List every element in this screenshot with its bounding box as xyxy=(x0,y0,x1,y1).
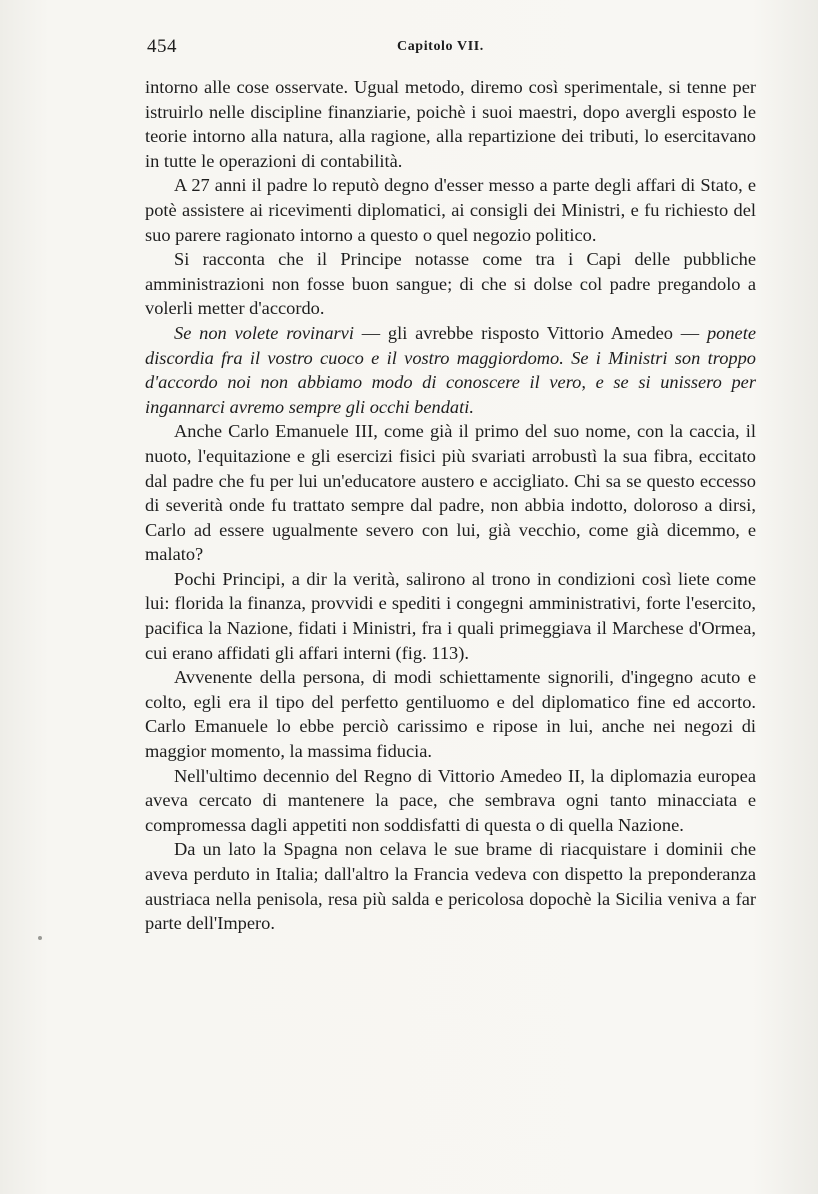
paragraph: Anche Carlo Emanuele III, come già il primo del suo nome, con la caccia, il nuoto, l'equitazione e gli esercizi fisici più svariati arrobustì la sua fibra, eccitato dal padre che fu per lui un'educatore austero e accigliato. Chi sa se questo eccesso di severità onde fu trattato sempre dal padre, non abbia indotto, doloroso a dirsi, Carlo ad essere ugualmente severo con lui, già vecchio, come già dicemmo, e malato? xyxy=(145,421,756,565)
paragraph: Avvenente della persona, di modi schiettamente signorili, d'ingegno acuto e colto, egli era il tipo del perfetto gentiluomo e del diplomatico fine ed accorto. Carlo Emanuele lo ebbe perciò carissimo e ripose in lui, anche nei negozi di maggior momento, la massima fiducia. xyxy=(145,667,756,762)
paragraph: Da un lato la Spagna non celava le sue brame di riacquistare i dominii che aveva perduto in Italia; dall'altro la Francia vedeva con dispetto la preponderanza austriaca nella penisola, resa più salda e pericolosa dopochè la Sicilia veniva a far parte dell'Impero. xyxy=(145,839,756,934)
quote-part-2: ponete discordia fra il vostro cuoco e il vostro maggiordomo. Se i Ministri son troppo d'accordo noi non abbiamo modo di conoscere il vero, e se si unissero per ingannarci avremo sempre gli occhi bendati. xyxy=(145,322,756,417)
running-header xyxy=(147,36,755,58)
quote-part-1: Se non volete rovinarvi xyxy=(174,322,354,343)
page-number: 454 xyxy=(147,36,177,57)
paragraph: Pochi Principi, a dir la verità, salirono al trono in condizioni così liete come lui: florida la finanza, provvidi e spediti i congegni amministrativi, forte l'esercito, pacifica la Nazione, fidati i Ministri, fra i quali primeggiava il Marchese d'Ormea, cui erano affidati gli affari interni (fig. 113). xyxy=(145,568,756,663)
margin-speck xyxy=(38,936,42,940)
paragraph: intorno alle cose osservate. Ugual metodo, diremo così sperimentale, si tenne per istruirlo nelle discipline finanziarie, poichè i suoi maestri, dopo avergli esposto le teorie intorno alla natura, alla ragione, alla repartizione dei tributi, lo esercitavano in tutte le operazioni di contabilità. xyxy=(145,77,756,171)
paragraph: A 27 anni il padre lo reputò degno d'esser messo a parte degli affari di Stato, e potè assistere ai ricevimenti diplomatici, ai consigli dei Ministri, e fu richiesto del suo parere ragionato intorno a questo o quel negozio politico. xyxy=(145,175,756,245)
paragraph: Nell'ultimo decennio del Regno di Vittorio Amedeo II, la diplomazia europea aveva cercato di mantenere la pace, che sembrava ogni tanto minacciata e compromessa dagli appetiti non soddisfatti di questa o di quella Nazione. xyxy=(145,765,756,835)
quote-interjection: — gli avrebbe risposto Vittorio Amedeo — xyxy=(353,322,707,343)
body-text xyxy=(145,75,756,936)
quote-paragraph xyxy=(145,321,756,419)
chapter-title: Capitolo VII. xyxy=(397,39,484,54)
paragraph: Si racconta che il Principe notasse come tra i Capi delle pubbliche amministrazioni non fosse buon sangue; di che si dolse col padre pregandolo a volerli metter d'accordo. xyxy=(145,249,756,319)
